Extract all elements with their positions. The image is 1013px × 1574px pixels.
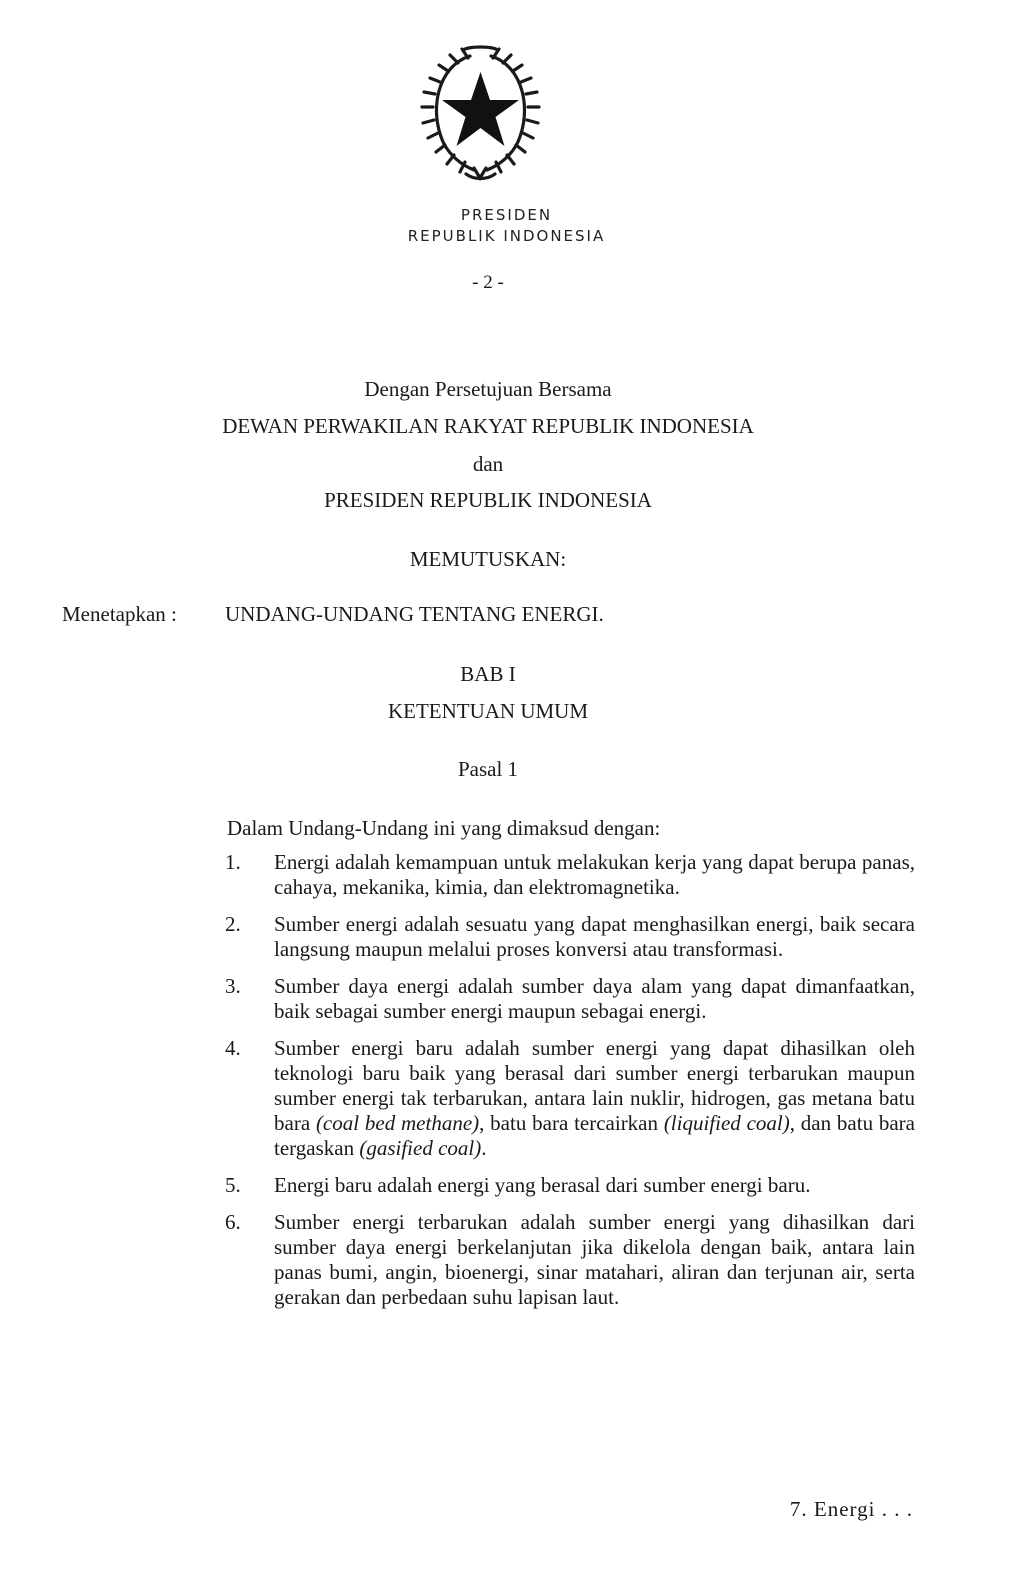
item-number: 5.	[225, 1173, 241, 1197]
item-text: Energi adalah kemampuan untuk melakukan kerja yang dapat berupa panas, cahaya, mekanika, kimia, dan elektromagnetika.	[274, 850, 915, 899]
list-item	[225, 1173, 915, 1198]
item-text	[274, 1036, 915, 1161]
header-president: PRESIDEN	[460, 206, 553, 224]
approval-line-1: Dengan Persetujuan Bersama	[364, 377, 612, 401]
article-heading: Pasal 1	[457, 757, 519, 781]
approval-line-2: DEWAN PERWAKILAN RAKYAT REPUBLIK INDONESIA	[222, 414, 754, 438]
approval-line-3: dan	[472, 452, 504, 476]
item-text-part: .	[481, 1136, 487, 1160]
italic-term: (coal bed methane)	[315, 1111, 480, 1135]
list-item	[225, 1210, 915, 1310]
page-number: - 2 -	[472, 272, 504, 293]
list-item	[225, 912, 915, 962]
item-text: Sumber energi adalah sesuatu yang dapat menghasilkan energi, baik secara langsung maupun melalui proses konversi atau transformasi.	[274, 912, 915, 961]
list-item	[225, 974, 915, 1024]
approval-line-4: PRESIDEN REPUBLIK INDONESIA	[324, 488, 652, 512]
item-number: 3.	[225, 974, 241, 998]
italic-term: (gasified coal)	[359, 1136, 482, 1160]
definitions-list	[225, 850, 915, 1322]
header-republic: REPUBLIK INDONESIA	[407, 227, 606, 245]
menetapkan-value: UNDANG-UNDANG TENTANG ENERGI.	[225, 602, 604, 626]
item-text: Energi baru adalah energi yang berasal dari sumber energi baru.	[274, 1173, 811, 1197]
item-number: 1.	[225, 850, 241, 874]
item-number: 6.	[225, 1210, 241, 1234]
memutuskan-heading: MEMUTUSKAN:	[409, 547, 567, 571]
next-page-catchword: 7. Energi . . .	[789, 1497, 913, 1521]
definitions-intro: Dalam Undang-Undang ini yang dimaksud dengan:	[227, 816, 661, 840]
item-text-part: Sumber energi baru adalah sumber energi yang dapat dihasilkan oleh teknologi baru baik yang berasal dari sumber energi terbarukan maupun sumber energi tak terbarukan, antara lain nuklir, hidrogen, gas metana batu bara	[274, 1036, 915, 1135]
menetapkan-row	[62, 602, 604, 627]
list-item	[225, 850, 915, 900]
item-text-part: , batu bara tercairkan	[479, 1111, 664, 1135]
item-number: 2.	[225, 912, 241, 936]
italic-term: (liquified coal)	[663, 1111, 790, 1135]
list-item	[225, 1036, 915, 1161]
garuda-star-emblem-icon	[408, 40, 553, 188]
item-text-part: , dan batu bara tergaskan	[274, 1111, 915, 1160]
item-text: Sumber energi terbarukan adalah sumber energi yang dihasilkan dari sumber daya energi berkelanjutan jika dikelola dengan baik, antara lain panas bumi, angin, bioenergi, sinar matahari, aliran dan terjunan air, serta gerakan dan perbedaan suhu lapisan laut.	[274, 1210, 915, 1309]
item-text: Sumber daya energi adalah sumber daya alam yang dapat dimanfaatkan, baik sebagai sumber energi maupun sebagai energi.	[274, 974, 915, 1023]
menetapkan-label: Menetapkan :	[62, 602, 177, 626]
item-number: 4.	[225, 1036, 241, 1060]
chapter-number: BAB I	[460, 662, 516, 686]
chapter-title: KETENTUAN UMUM	[387, 699, 589, 723]
